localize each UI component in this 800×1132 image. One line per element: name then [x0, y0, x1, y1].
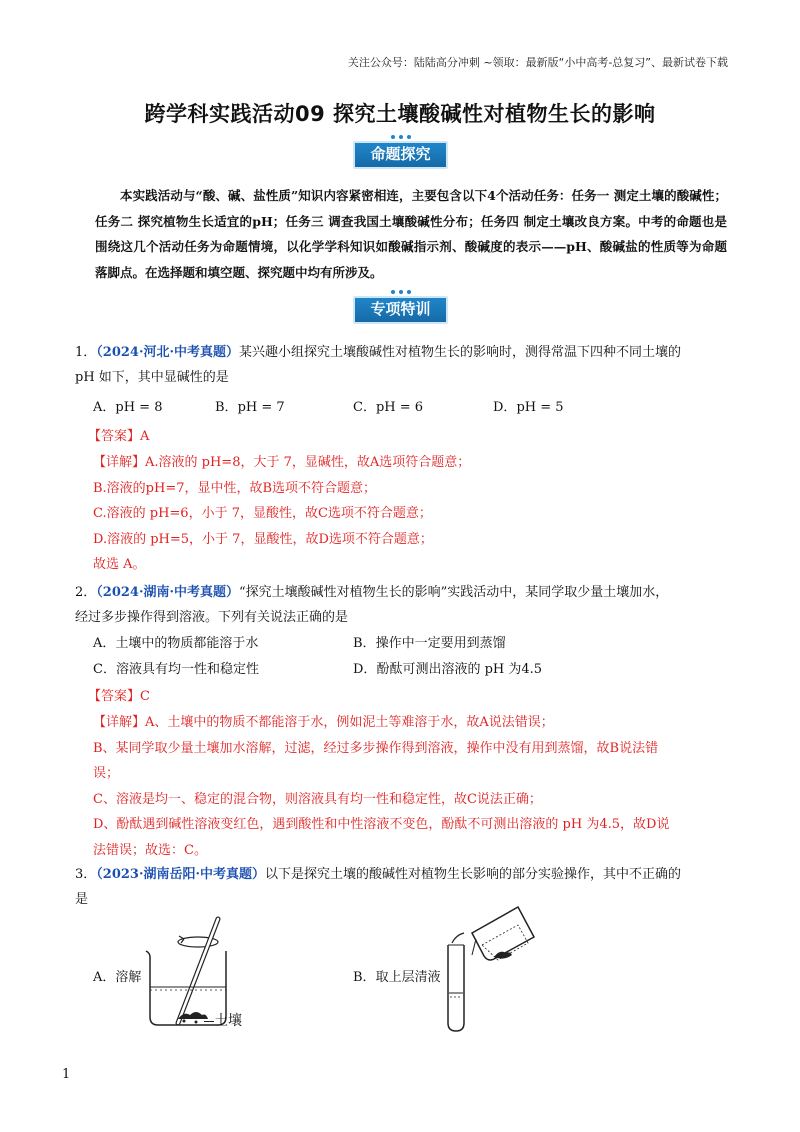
- q2-option-b: B．操作中一定要用到蒸馏: [353, 636, 506, 651]
- page-number: 1: [62, 1067, 71, 1082]
- question-number: 1．: [75, 345, 97, 360]
- q1-detail: 【详解】A.溶液的 pH=8，大于 7，显碱性，故A选项符合题意； B.溶液的pH=7，显中性，故B选项不符合题意； C.溶液的 pH=6，小于 7，显酸性，故C选项不符合题意； D.溶液的 pH=5，小于 7，显酸性，故D选项不符合题意； 故选 A。: [93, 455, 471, 572]
- section-banner-exploration: [353, 135, 448, 169]
- question-stem-cont: pH 如下，其中显碱性的是: [75, 370, 229, 385]
- question-number: 3．: [75, 867, 97, 882]
- q3-option-a: A．溶解: [93, 970, 142, 985]
- banner-dots-decoration: [391, 290, 411, 294]
- q2-detail: 【详解】A、土壤中的物质不都能溶于水，例如泥土等难溶于水，故A说法错误； B、某同学取少量土壤加水溶解，过滤，经过多步操作得到溶液，操作中没有用到蒸馏，故B说法错 误； C、溶液是均一、稳定的混合物，则溶液具有均一性和稳定性，故C说法正确； D、酚酞遇到碱性溶液变红色，遇到酸性和中性溶液不变色，酚酞不可测出溶液的 pH 为4.5，故D说 法错误；故选：C。: [93, 715, 670, 858]
- q2-answer: 【答案】C: [88, 689, 150, 704]
- question-source: （2023·湖南岳阳·中考真题）: [96, 867, 266, 882]
- question-number: 2．: [75, 585, 97, 600]
- question-1: [75, 340, 725, 390]
- question-source: （2024·河北·中考真题）: [96, 345, 240, 360]
- question-3: [75, 862, 725, 912]
- header-note: 关注公众号：陆陆高分冲刺 ~领取：最新版“小中高考-总复习”、最新试卷下载: [347, 56, 728, 69]
- q1-option-b: B．pH = 7: [215, 400, 285, 415]
- question-stem: “探究土壤酸碱性对植物生长的影响”实践活动中，某同学取少量土壤加水，: [239, 585, 669, 600]
- banner-label: 命题探究: [370, 145, 431, 163]
- banner-label: 专项特训: [370, 300, 431, 318]
- question-stem-cont: 经过多步操作得到溶液。下列有关说法正确的是: [75, 610, 349, 625]
- question-source: （2024·湖南·中考真题）: [96, 585, 240, 600]
- intro-paragraph: 本实践活动与“酸、碱、盐性质”知识内容紧密相连，主要包含以下4个活动任务：任务一 测定土壤的酸碱性；任务二 探究植物生长适宜的pH；任务三 调查我国土壤酸碱性分布；任务四 制定土壤改良方案。中考的命题也是围绕这几个活动任务为命题情境，以化学学科知识如酸碱指示剂、酸碱度的表示——pH、酸碱盐的性质等为命题落脚点。在选择题和填空题、探究题中均有所涉及。: [95, 188, 727, 280]
- q2-option-a: A．土壤中的物质都能溶于水: [93, 636, 259, 651]
- banner-dots-decoration: [391, 135, 411, 139]
- q1-option-c: C．pH = 6: [353, 400, 424, 415]
- q1-option-a: A．pH = 8: [93, 400, 163, 415]
- pouring-supernatant-illustration: [430, 905, 540, 1035]
- question-stem: 以下是探究土壤的酸碱性对植物生长影响的部分实验操作，其中不正确的: [265, 867, 682, 882]
- question-stem: 某兴趣小组探究土壤酸碱性对植物生长的影响时，测得常温下四种不同土壤的: [239, 345, 682, 360]
- q1-answer: 【答案】A: [88, 429, 150, 444]
- section-banner-training: [353, 290, 448, 324]
- soil-label: 土壤: [204, 1010, 244, 1030]
- q2-option-d: D．酚酞可测出溶液的 pH 为4.5: [353, 662, 543, 677]
- q1-option-d: D．pH = 5: [493, 400, 564, 415]
- q2-option-c: C．溶液具有均一性和稳定性: [93, 662, 259, 677]
- q3-option-b: B．取上层清液: [353, 970, 441, 985]
- question-2: [75, 580, 725, 630]
- question-stem-cont: 是: [75, 892, 89, 907]
- page-title: 跨学科实践活动09 探究土壤酸碱性对植物生长的影响: [144, 102, 656, 126]
